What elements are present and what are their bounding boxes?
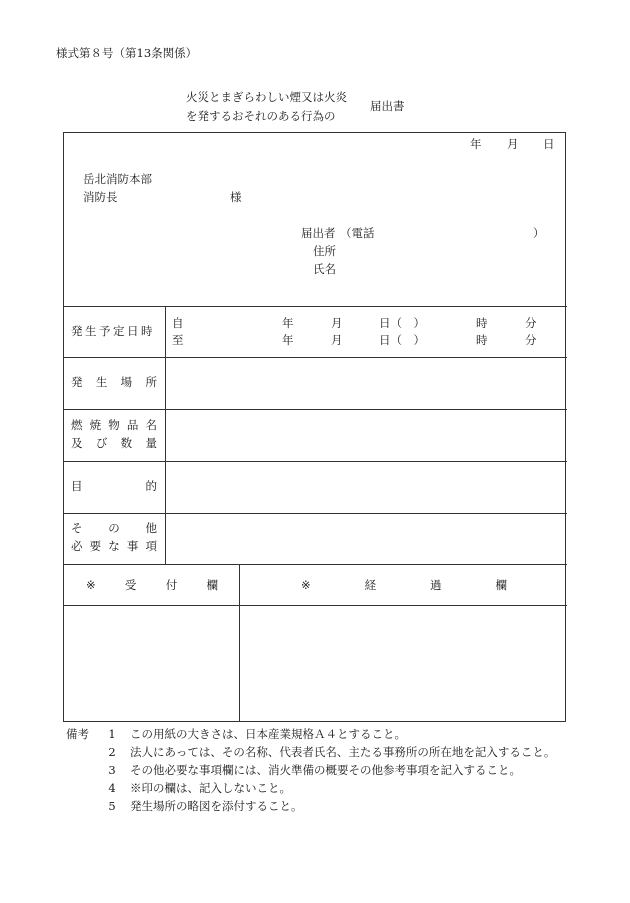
note-item: 5 発生場所の略図を添付すること。	[108, 799, 303, 813]
schedule-to-year: 年	[282, 333, 294, 347]
phone-label: （電話	[340, 226, 375, 240]
note-item: 2 法人にあっては、その名称、代表者氏名、主たる事務所の所在地を記入すること。	[108, 745, 556, 759]
receipt-header: ※ 受 付 欄	[86, 578, 218, 592]
date-day-label: 日	[543, 137, 555, 151]
date-month-label: 月	[507, 137, 519, 151]
schedule-from-label: 自	[172, 316, 184, 330]
purpose-label: 目 的	[71, 479, 157, 493]
title-line-1: 火災とまぎらわしい煙又は火炎	[186, 90, 347, 104]
title-suffix: 届出書	[370, 99, 405, 113]
title-line-2: を発するおそれのある行為の	[186, 109, 336, 123]
row-divider	[64, 513, 567, 514]
addressee-line-2: 消防長	[83, 190, 118, 204]
schedule-from-year: 年	[282, 316, 294, 330]
schedule-to-label: 至	[172, 333, 184, 347]
row-divider	[64, 461, 567, 462]
schedule-to-hour: 時	[476, 333, 488, 347]
note-item: 3 その他必要な事項欄には、消火準備の概要その他参考事項を記入すること。	[108, 763, 521, 777]
materials-label-line-1: 燃 焼 物 品 名	[71, 418, 157, 432]
addressee-line-1: 岳北消防本部	[83, 172, 152, 186]
other-label-line-2: 必 要 な 事 項	[71, 539, 157, 553]
row-divider	[64, 306, 567, 307]
schedule-to-day: 日（ ）	[379, 333, 425, 347]
name-label: 氏名	[313, 262, 336, 276]
row-divider	[64, 605, 567, 606]
note-item: 4 ※印の欄は、記入しないこと。	[108, 781, 291, 795]
phone-close-paren: ）	[533, 226, 545, 240]
row-divider	[64, 409, 567, 410]
schedule-from-minute: 分	[525, 316, 537, 330]
applicant-label: 届出者	[301, 226, 336, 240]
other-label-line-1: そ の 他	[71, 521, 157, 535]
row-divider	[64, 357, 567, 358]
schedule-from-day: 日（ ）	[379, 316, 425, 330]
date-year-label: 年	[470, 137, 482, 151]
notification-form	[63, 132, 566, 722]
location-label: 発 生 場 所	[71, 375, 157, 389]
progress-header: ※ 経 過 欄	[301, 578, 507, 592]
schedule-label: 発生予定日時	[71, 324, 155, 338]
row-divider	[64, 564, 567, 565]
address-label: 住所	[313, 244, 336, 258]
schedule-from-hour: 時	[476, 316, 488, 330]
schedule-to-month: 月	[331, 333, 343, 347]
notes-heading: 備考	[66, 727, 89, 741]
schedule-from-month: 月	[331, 316, 343, 330]
label-column-divider	[165, 306, 166, 564]
honorific: 様	[230, 190, 242, 204]
office-column-divider	[239, 564, 240, 722]
schedule-to-minute: 分	[525, 333, 537, 347]
materials-label-line-2: 及 び 数 量	[71, 436, 157, 450]
form-number: 様式第８号（第13条関係）	[56, 46, 198, 60]
note-item: 1 この用紙の大きさは、日本産業規格Ａ４とすること。	[108, 727, 406, 741]
